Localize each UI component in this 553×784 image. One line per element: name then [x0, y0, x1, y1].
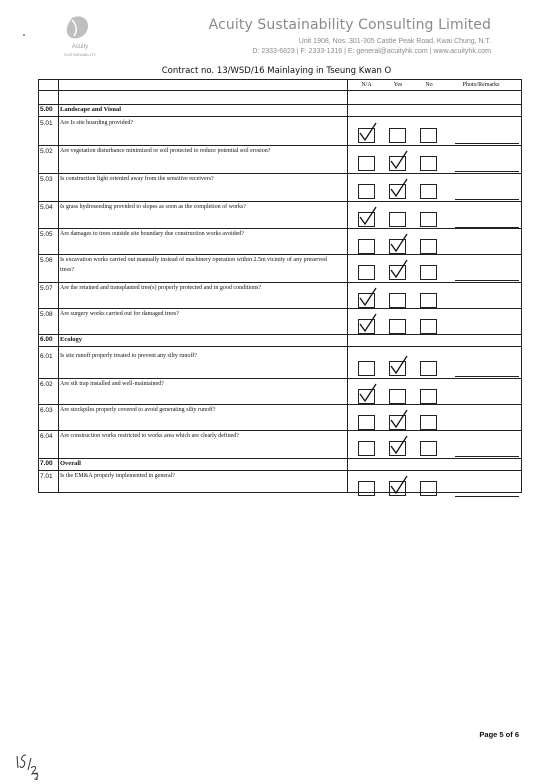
checkbox-no[interactable] — [420, 293, 437, 308]
checkbox-no[interactable] — [420, 415, 437, 430]
checkmark-icon — [388, 177, 410, 199]
section-divider — [39, 346, 521, 347]
checkbox-no[interactable] — [420, 128, 437, 143]
item-question: Is site runoff properly treated to prevent any silty runoff? — [60, 353, 197, 359]
item-question: Is excavation works carried out manually instead of machinery operation within 2.5m vicinity of any preserved trees? — [60, 257, 327, 273]
section-title: Overall — [60, 460, 81, 467]
item-question: Are the retained and transplanted tree(s) properly protected and in good conditions? — [60, 285, 262, 291]
table-divider — [39, 90, 521, 91]
checkmark-icon — [388, 149, 410, 171]
checkbox-na[interactable] — [358, 415, 375, 430]
page-number: Page 5 of 6 — [479, 730, 519, 739]
item-question: Is grass hydroseeding provided to slopes as soon as the completion of works? — [60, 204, 246, 210]
remarks-line[interactable] — [455, 143, 519, 144]
item-number: 5.03 — [40, 176, 53, 183]
item-number: 5.04 — [40, 204, 53, 211]
remarks-line[interactable] — [455, 280, 519, 281]
company-address: Unit 1908, Nos. 301-305 Castle Peak Road, Kwai Chung, N.T. — [298, 38, 491, 45]
checkbox-yes[interactable] — [389, 128, 406, 143]
remarks-line[interactable] — [455, 171, 519, 172]
item-number: 6.01 — [40, 353, 53, 360]
section-divider — [39, 104, 521, 105]
checkbox-no[interactable] — [420, 156, 437, 171]
checkbox-no[interactable] — [420, 389, 437, 404]
remarks-line[interactable] — [455, 496, 519, 497]
column-header-remarks: Photo/Remarks — [462, 82, 500, 88]
checkmark-icon — [357, 286, 379, 308]
checkmark-icon — [388, 474, 410, 496]
section-number: 6.00 — [40, 336, 53, 343]
checkbox-na[interactable] — [358, 441, 375, 456]
checkbox-na[interactable] — [358, 184, 375, 199]
section-title: Ecology — [60, 336, 83, 343]
item-question: Are Is site hoarding provided? — [60, 120, 133, 126]
item-number: 6.04 — [40, 433, 53, 440]
checkbox-no[interactable] — [420, 481, 437, 496]
checkmark-icon — [388, 354, 410, 376]
section-divider — [39, 116, 521, 117]
column-header-yes: Yes — [393, 82, 403, 88]
item-question: Is the EM&A properly implemented in general? — [60, 473, 175, 479]
checkmark-icon — [388, 258, 410, 280]
section-number: 5.00 — [40, 106, 53, 113]
item-number: 5.08 — [40, 311, 53, 318]
item-question: Are silt trap installed and well-maintained? — [60, 381, 164, 387]
checkbox-na[interactable] — [358, 265, 375, 280]
checkmark-icon — [357, 312, 379, 334]
item-number: 5.07 — [40, 285, 53, 292]
item-number: 5.01 — [40, 120, 53, 127]
item-question: Are construction works restricted to works area which are clearly defined? — [60, 433, 239, 439]
item-question: Are stockpiles properly covered to avoid generating silty runoff? — [60, 407, 216, 413]
item-number: 5.02 — [40, 148, 53, 155]
checkmark-icon — [357, 121, 379, 143]
column-header-na: N/A — [361, 82, 372, 88]
checklist-table — [38, 79, 522, 493]
remarks-line[interactable] — [455, 376, 519, 377]
logo-text: Acuity SUSTAINABILITY — [64, 44, 96, 57]
checkbox-no[interactable] — [420, 319, 437, 334]
item-number: 5.06 — [40, 257, 53, 264]
company-contact: D: 2333-6823 | F: 2333-1316 | E: general@acuityhk.com | www.acuityhk.com — [252, 48, 491, 55]
checkmark-icon — [388, 408, 410, 430]
section-divider — [39, 334, 521, 335]
checkbox-na[interactable] — [358, 156, 375, 171]
item-question: Are vegetation disturbance minimized or soil protected to reduce potential soil erosion? — [60, 148, 271, 154]
handwritten-page-note — [14, 752, 44, 780]
contract-title: Contract no. 13/WSD/16 Mainlaying in Tseung Kwan O — [161, 66, 392, 76]
checkmark-icon — [357, 382, 379, 404]
item-question: Are surgery works carried out for damaged trees? — [60, 311, 180, 317]
item-question: Is construction light oriented away from the sensitive receivers? — [60, 176, 214, 182]
remarks-line[interactable] — [455, 199, 519, 200]
checkbox-yes[interactable] — [389, 319, 406, 334]
checkbox-yes[interactable] — [389, 389, 406, 404]
checkbox-yes[interactable] — [389, 212, 406, 227]
checkmark-icon — [357, 205, 379, 227]
remarks-line[interactable] — [455, 456, 519, 457]
checkbox-no[interactable] — [420, 212, 437, 227]
column-header-no: No — [425, 82, 433, 88]
section-divider — [39, 458, 521, 459]
checkbox-no[interactable] — [420, 184, 437, 199]
checkbox-no[interactable] — [420, 361, 437, 376]
section-number: 7.00 — [40, 460, 53, 467]
checkmark-icon — [388, 232, 410, 254]
checkbox-no[interactable] — [420, 239, 437, 254]
checkmark-icon — [388, 434, 410, 456]
item-number: 5.05 — [40, 231, 53, 238]
checkbox-na[interactable] — [358, 239, 375, 254]
checkbox-no[interactable] — [420, 265, 437, 280]
checkbox-na[interactable] — [358, 481, 375, 496]
item-number: 7.01 — [40, 473, 53, 480]
company-name: Acuity Sustainability Consulting Limited — [208, 17, 491, 33]
section-title: Landscape and Visual — [60, 106, 122, 113]
checkbox-no[interactable] — [420, 441, 437, 456]
item-number: 6.03 — [40, 407, 53, 414]
scan-speck — [23, 34, 25, 36]
item-question: Are damages to trees outside site boundary due construction works avoided? — [60, 231, 244, 237]
checkbox-yes[interactable] — [389, 293, 406, 308]
item-number: 6.02 — [40, 381, 53, 388]
checkbox-na[interactable] — [358, 361, 375, 376]
